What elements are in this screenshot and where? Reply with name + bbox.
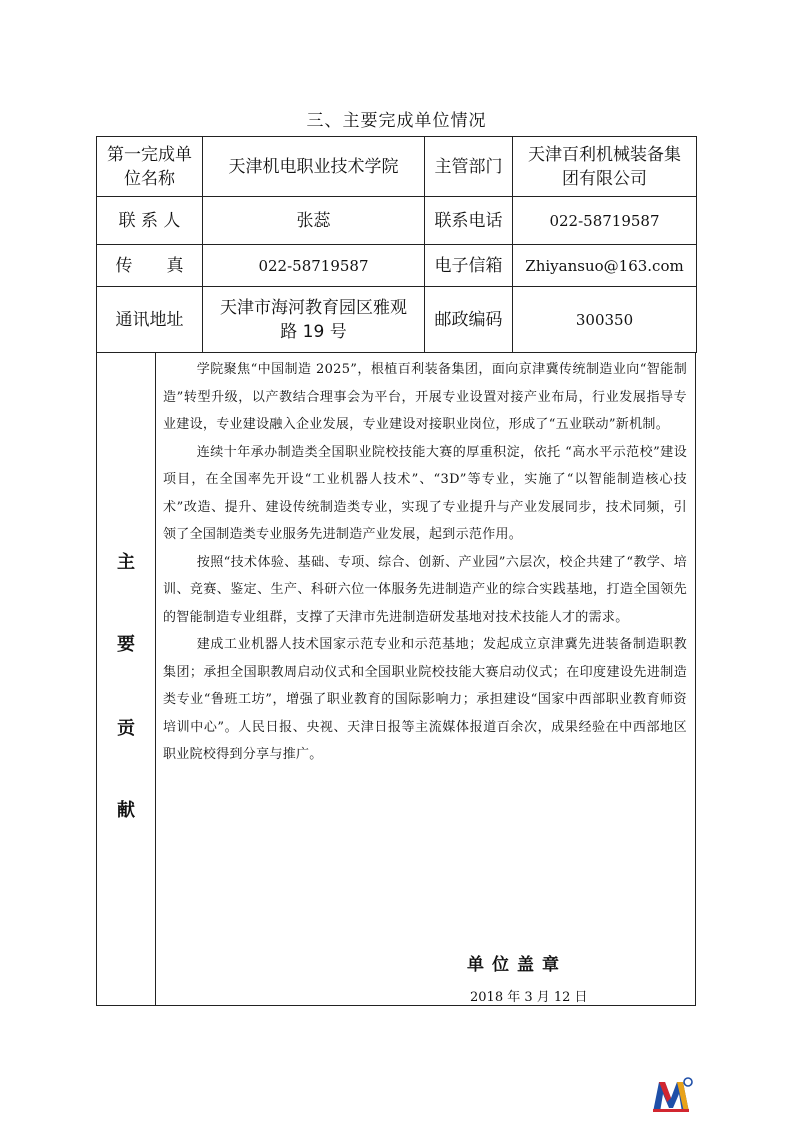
email-value: Zhiyansuo@163.com: [513, 245, 697, 287]
postcode-value: 300350: [513, 287, 697, 353]
side-char: 献: [117, 800, 135, 821]
unit-name-value: 天津机电职业技术学院: [203, 137, 425, 197]
phone-label: 联系电话: [425, 197, 513, 245]
dept-label: 主管部门: [425, 137, 513, 197]
fax-label: 传 真: [97, 245, 203, 287]
section-title: 三、主要完成单位情况: [306, 111, 487, 131]
contribution-paragraph: 建成工业机器人技术国家示范专业和示范基地；发起成立京津冀先进装备制造职教集团；承担全国职教周启动仪式和全国职业院校技能大赛启动仪式；在印度建设先进制造类专业“鲁班工坊”，增强了职业教育的国际影响力；承担建设“国家中西部职业教育师资培训中心”。人民日报、央视、天津日报等主流媒体报道百余次，成果经验在中西部地区职业院校得到分享与推广。: [163, 637, 687, 762]
contribution-text: [163, 356, 687, 769]
contribution-paragraph: 按照“技术体验、基础、专项、综合、创新、产业园”六层次，校企共建了“教学、培训、竞赛、鉴定、生产、科研六位一体服务先进制造产业的综合实践基地，打造全国领先的智能制造专业组群，支撑了天津市先进制造研发基地对技术技能人才的需求。: [163, 554, 687, 625]
signing-date: 2018 年 3 月 12 日: [470, 990, 588, 1005]
main-contribution-section: [96, 352, 696, 1006]
address-label: 通讯地址: [97, 287, 203, 353]
unit-info-table: [96, 136, 697, 353]
seal-label: 单位盖章: [467, 955, 567, 975]
side-char: 主: [117, 552, 135, 573]
unit-name-label: 第一完成单位名称: [97, 137, 203, 197]
phone-value: 022-58719587: [513, 197, 697, 245]
contribution-side-label: [97, 352, 156, 1005]
publisher-logo-icon: [651, 1076, 693, 1114]
contact-label: 联 系 人: [97, 197, 203, 245]
address-value: 天津市海河教育园区雅观路 19 号: [203, 287, 425, 353]
email-label: 电子信箱: [425, 245, 513, 287]
fax-value: 022-58719587: [203, 245, 425, 287]
side-char: 要: [117, 634, 135, 655]
side-char: 贡: [117, 718, 135, 739]
postcode-label: 邮政编码: [425, 287, 513, 353]
contribution-paragraph: 连续十年承办制造类全国职业院校技能大赛的厚重积淀，依托 “高水平示范校”建设项目，在全国率先开设“工业机器人技术”、“3D”等专业，实施了“以智能制造核心技术”改造、提升、建设传统制造类专业，实现了专业提升与产业发展同步，技术同频，引领了全国制造类专业服务先进制造产业发展，起到示范作用。: [163, 444, 687, 542]
dept-value: 天津百利机械装备集团有限公司: [513, 137, 697, 197]
contribution-paragraph: 学院聚焦“中国制造 2025”，根植百利装备集团，面向京津冀传统制造业向“智能制造”转型升级，以产教结合理事会为平台，开展专业设置对接产业布局，行业发展指导专业建设，专业建设融入企业发展，专业建设对接职业岗位，形成了“五业联动”新机制。: [163, 362, 687, 432]
contact-value: 张蕊: [203, 197, 425, 245]
